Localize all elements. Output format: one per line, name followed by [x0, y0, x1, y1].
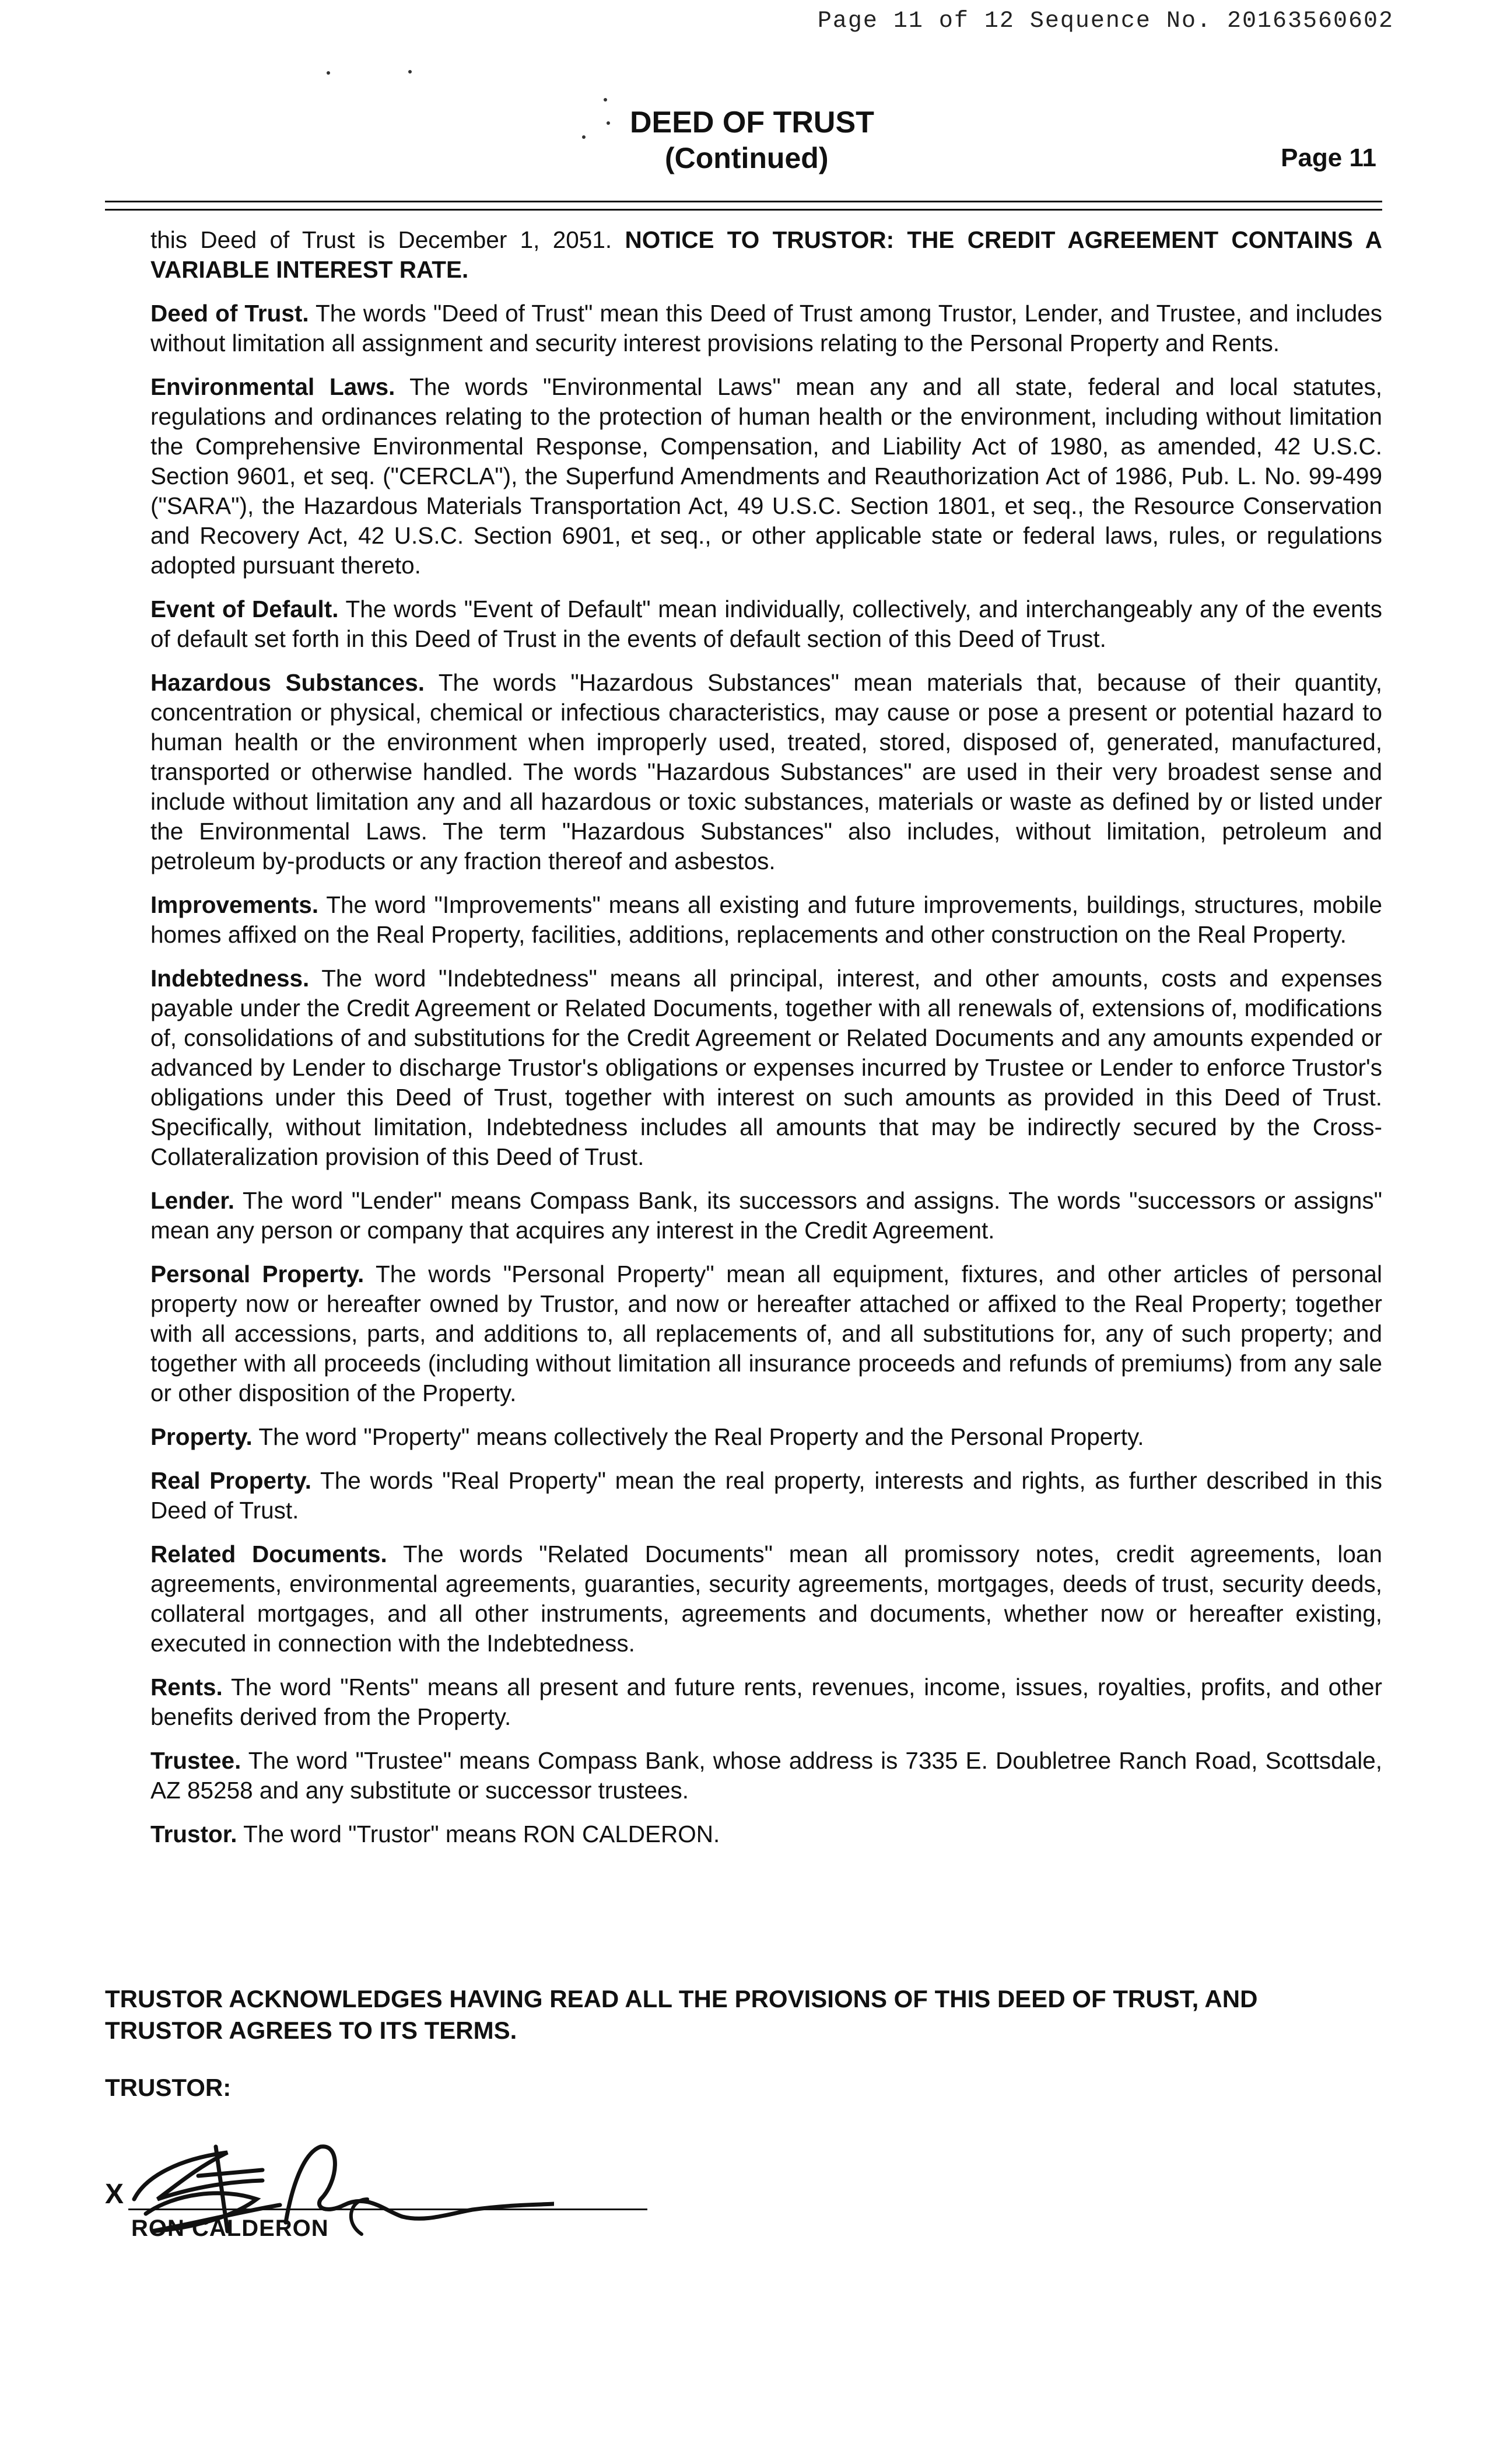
definition-text: The words "Related Documents" mean all promissory notes, credit agreements, loan agreements, environmental agreements, guaranties, security agreements, mortgages, deeds of trust, security deeds, collateral mortgages, and all other instruments, agreements and documents, whether now or hereafter existing, executed in connection with the Indebtedness. — [150, 1541, 1382, 1657]
trustor-label: TRUSTOR: — [105, 2074, 232, 2101]
definition-text: The word "Rents" means all present and future rents, revenues, income, issues, royalties, profits, and other benefits derived from the Property. — [150, 1674, 1382, 1730]
definition-paragraph — [150, 1259, 1382, 1408]
definition-text: The words "Deed of Trust" mean this Deed of Trust among Trustor, Lender, and Trustee, and includes without limitation all assignment and security interest provisions relating to the Personal Property and Rents. — [150, 300, 1382, 356]
header-divider — [105, 201, 1382, 202]
signer-name: RON CALDERON — [131, 2216, 329, 2241]
definition-paragraph — [150, 668, 1382, 876]
definition-text: this Deed of Trust is December 1, 2051. — [150, 226, 612, 253]
definition-paragraph — [150, 1422, 1382, 1452]
definition-term: Personal Property. — [150, 1261, 365, 1287]
document-title: DEED OF TRUST — [630, 106, 874, 139]
definition-text: The words "Environmental Laws" mean any and all state, federal and local statutes, regulations and ordinances relating to the protection of human health or the environment, including without limitation the Comprehensive Environmental Response, Compensation, and Liability Act of 1980, as amended, 42 U.S.C. Section 9601, et seq. ("CERCLA"), the Superfund Amendments and Reauthorization Act of 1986, Pub. L. No. 99-499 ("SARA"), the Hazardous Materials Transportation Act, 49 U.S.C. Section 1801, et seq., the Resource Conservation and Recovery Act, 42 U.S.C. Section 6901, et seq., or other applicable state or federal laws, rules, or regulations adopted pursuant thereto. — [150, 373, 1382, 579]
definition-term: Rents. — [150, 1674, 223, 1700]
definition-text: The word "Improvements" means all existing and future improvements, buildings, structures, mobile homes affixed on the Real Property, facilities, additions, replacements and other construction on the Real Property. — [150, 891, 1382, 948]
sequence-header: Page 11 of 12 Sequence No. 20163560602 — [817, 8, 1394, 34]
notice-text: NOTICE TO TRUSTOR: THE CREDIT AGREEMENT CONTAINS A VARIABLE INTEREST RATE. — [150, 226, 1382, 283]
definitions-section — [150, 225, 1382, 1863]
definition-text: The word "Property" means collectively the Real Property and the Personal Property. — [258, 1423, 1144, 1450]
definition-paragraph — [150, 372, 1382, 580]
definition-term: Deed of Trust. — [150, 300, 309, 327]
definition-text: The words "Personal Property" mean all equipment, fixtures, and other articles of personal property now or hereafter owned by Trustor, and now or hereafter attached or affixed to the Real Property; together with all accessions, parts, and additions to, all replacements of, and all substitutions for, any of such property; and together with all proceeds (including without limitation all insurance proceeds and refunds of premiums) from any sale or other disposition of the Property. — [150, 1261, 1382, 1406]
header-divider — [105, 209, 1382, 211]
definition-term: Property. — [150, 1423, 253, 1450]
definition-text: The words "Real Property" mean the real property, interests and rights, as further described in this Deed of Trust. — [150, 1467, 1382, 1524]
definition-text: The words "Event of Default" mean individually, collectively, and interchangeably any of the events of default set forth in this Deed of Trust in the events of default section of this Deed of Trust. — [150, 596, 1383, 652]
definition-text: The word "Trustee" means Compass Bank, whose address is 7335 E. Doubletree Ranch Road, Scottsdale, AZ 85258 and any substitute or successor trustees. — [150, 1747, 1382, 1804]
definition-paragraph — [150, 225, 1382, 285]
scan-speck — [327, 71, 330, 75]
scan-speck — [408, 70, 412, 74]
definition-paragraph — [150, 890, 1382, 950]
definition-paragraph — [150, 1186, 1382, 1245]
definition-term: Trustee. — [150, 1747, 241, 1774]
definition-text: The word "Indebtedness" means all principal, interest, and other amounts, costs and expenses payable under the Credit Agreement or Related Documents, together with all renewals of, extensions of, modifications of, consolidations of and substitutions for the Credit Agreement or Related Documents and any amounts expended or advanced by Lender to discharge Trustor's obligations or expenses incurred by Trustee or Lender to enforce Trustor's obligations under this Deed of Trust, together with interest on such amounts as provided in this Deed of Trust. Specifically, without limitation, Indebtedness includes all amounts that may be indirectly secured by the Cross-Collateralization provision of this Deed of Trust. — [150, 965, 1382, 1170]
scan-speck — [604, 98, 607, 102]
definition-paragraph — [150, 1466, 1382, 1525]
signature-x-mark: X — [105, 2179, 124, 2210]
definition-paragraph — [150, 299, 1382, 358]
definition-term: Lender. — [150, 1187, 235, 1214]
definition-paragraph — [150, 1746, 1382, 1805]
scan-speck — [582, 135, 586, 139]
definition-paragraph — [150, 1672, 1382, 1732]
definition-term: Real Property. — [150, 1467, 312, 1494]
definition-paragraph — [150, 964, 1382, 1172]
definition-term: Environmental Laws. — [150, 373, 395, 400]
definition-text: The words "Hazardous Substances" mean materials that, because of their quantity, concentration or physical, chemical or infectious characteristics, may cause or pose a present or potential hazard to human health or the environment when improperly used, treated, stored, disposed of, generated, manufactured, transported or otherwise handled. The words "Hazardous Substances" are used in their very broadest sense and include without limitation any and all hazardous or toxic substances, materials or waste as defined by or listed under the Environmental Laws. The term "Hazardous Substances" also includes, without limitation, petroleum and petroleum by-products or any fraction thereof and asbestos. — [150, 669, 1382, 874]
document-subtitle: (Continued) — [665, 142, 829, 174]
page-number: Page 11 — [1281, 144, 1376, 172]
definition-paragraph — [150, 1819, 1382, 1849]
definition-text: The word "Lender" means Compass Bank, its successors and assigns. The words "successors or assigns" mean any person or company that acquires any interest in the Credit Agreement. — [150, 1187, 1382, 1244]
definition-paragraph — [150, 1539, 1382, 1658]
definition-term: Related Documents. — [150, 1541, 387, 1567]
definition-text: The word "Trustor" means RON CALDERON. — [243, 1821, 720, 1847]
scan-speck — [607, 121, 610, 125]
acknowledgment-statement: TRUSTOR ACKNOWLEDGES HAVING READ ALL THE PROVISIONS OF THIS DEED OF TRUST, AND TRUSTOR AGREES TO ITS TERMS. — [105, 1985, 1258, 2044]
definition-term: Indebtedness. — [150, 965, 310, 992]
definition-term: Improvements. — [150, 891, 319, 918]
definition-term: Hazardous Substances. — [150, 669, 425, 696]
definition-term: Event of Default. — [150, 596, 339, 622]
definition-term: Trustor. — [150, 1821, 237, 1847]
signature-block — [105, 2112, 665, 2263]
definition-paragraph — [150, 594, 1382, 654]
